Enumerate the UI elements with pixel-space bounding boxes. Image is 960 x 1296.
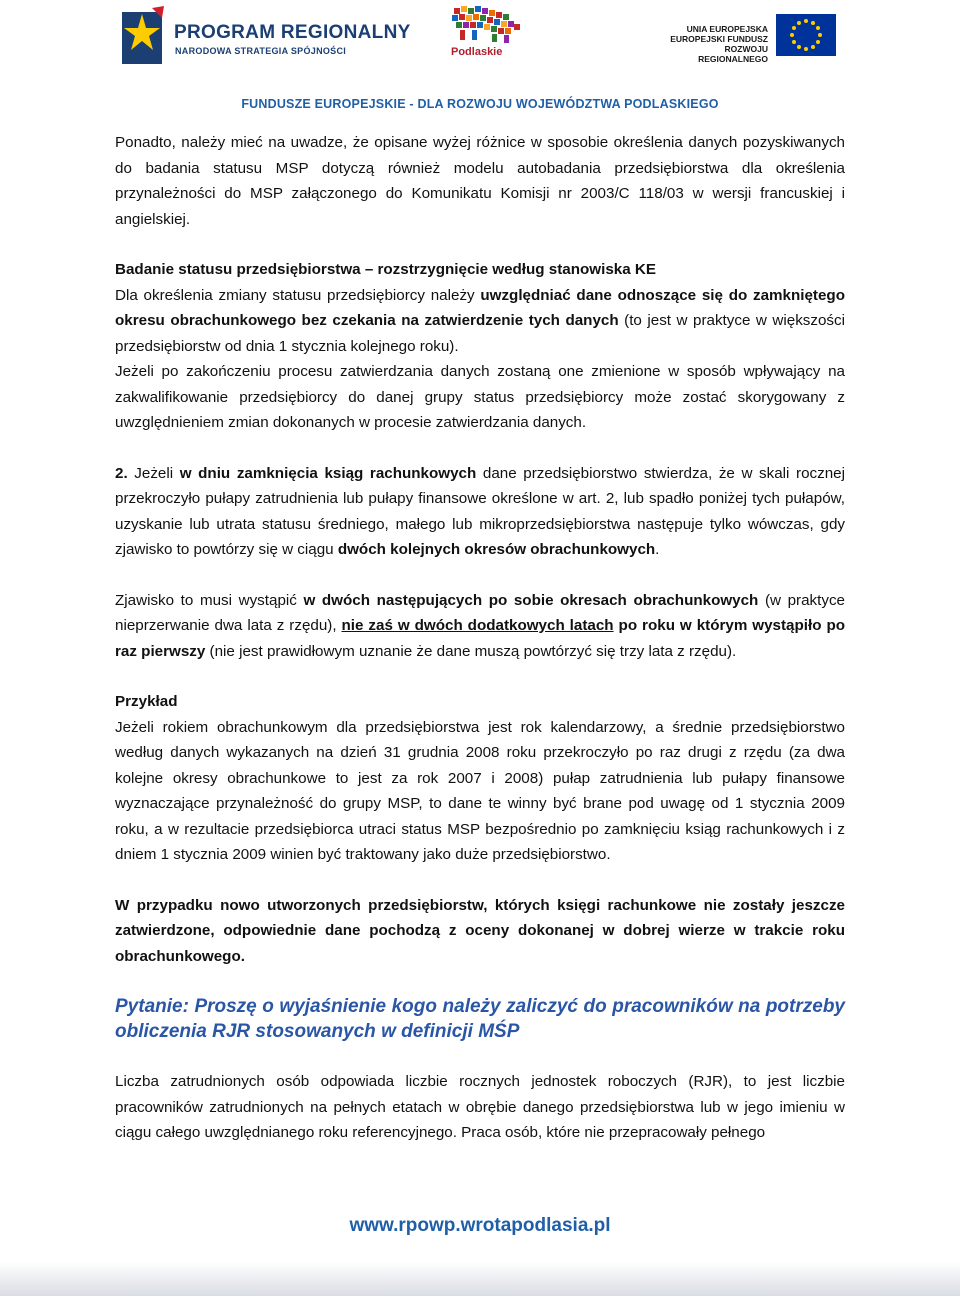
program-regionalny-logo	[118, 6, 411, 72]
text-segment: (to jest w praktyce w większości przedsiębiorstw od dnia 1 stycznia kolejnego roku).	[115, 312, 845, 355]
region-label: Podlaskie	[451, 46, 503, 58]
text-bold: W przypadku nowo utworzonych przedsiębiorstw, których księgi rachunkowe nie zostały jeszcze zatwierdzone, odpowiednie dane pochodzą z oceny dokonanej w dobrej wierze w trakcie roku obrachunkowego.	[115, 896, 845, 965]
podlaskie-logo	[448, 4, 524, 66]
spacer	[115, 664, 845, 689]
eu-logo	[660, 10, 840, 66]
paragraph-new-firms	[115, 893, 845, 970]
text-bold: uwzględniać dane odnoszące się do zamkniętego okresu obrachunkowego bez czekania na zatwierdzenie tych danych	[115, 286, 845, 329]
text-segment: .	[655, 541, 660, 558]
eu-text	[660, 24, 768, 64]
text-bold: po roku w którym wystąpiło po raz pierwszy	[115, 617, 845, 660]
program-subtitle: NARODOWA STRATEGIA SPÓJNOŚCI	[175, 46, 347, 56]
paragraph-intro: Ponadto, należy mieć na uwadze, że opisane wyżej różnice w sposobie określenia danych pozyskiwanych do badania statusu MSP dotyczą również modelu autobadania przedsiębiorstwa dla określenia przynależności do MSP załączonego do Komunikatu Komisji nr 2003/C 118/03 w wersji francuskiej i angielskiej.	[115, 134, 845, 228]
example-heading	[115, 689, 845, 715]
paragraph-correction: Jeżeli po zakończeniu procesu zatwierdzania danych zostaną one zmienione w sposób wpływający na zakwalifikowanie przedsiębiorcy do danej grupy status przedsiębiorcy może zostać skorygowany z uwzględnieniem zmian dokonanych w procesie zatwierdzania danych.	[115, 363, 845, 431]
paragraph-phenomenon	[115, 588, 845, 665]
spacer	[115, 232, 845, 257]
text-bold: w dwóch następujących po sobie okresach obrachunkowych	[303, 591, 759, 609]
spacer	[115, 1044, 845, 1069]
page-header	[0, 0, 960, 120]
example-heading-text: Przykład	[115, 693, 178, 710]
eu-line-1: UNIA EUROPEJSKA	[686, 24, 768, 34]
eu-line-2: EUROPEJSKI FUNDUSZ	[670, 34, 768, 44]
text-segment: dane przedsiębiorstwo stwierdza, że w skali rocznej przekroczyło pułapy zatrudnienia lub pułapy finansowe określone w art. 2, lub spadło poniżej tych pułapów, uzyskanie lub utrata statusu średniego, małego lub mikroprzedsiębiorstwa następuje tylko wówczas, gdy zjawisko to powtórzy się w ciągu	[115, 464, 845, 558]
text-segment: Jeżeli	[127, 464, 180, 482]
paragraph-answer: Liczba zatrudnionych osób odpowiada liczbie rocznych jednostek roboczych (RJR), to jest liczbie pracowników zatrudnionych na pełnych etatach w obrębie danego przedsiębiorstwa lub w jego imieniu w ciągu całego uwzględnianego roku referencyjnego. Praca osób, które nie przepracowały pełnego	[115, 1073, 845, 1141]
text-segment: (w praktyce nieprzerwanie dwa lata z rzędu),	[115, 591, 845, 634]
program-title: PROGRAM REGIONALNY	[174, 22, 411, 43]
text-bold-underlined	[342, 617, 614, 634]
paragraph-point-2	[115, 461, 845, 563]
document-body	[115, 130, 845, 1146]
bison-mosaic-icon	[448, 4, 524, 46]
funds-banner: FUNDUSZE EUROPEJSKIE - DLA ROZWOJU WOJEWÓDZTWA PODLASKIEGO	[241, 97, 719, 111]
point-number: 2.	[115, 464, 128, 482]
question-heading: Pytanie: Proszę o wyjaśnienie kogo należy zaliczyć do pracowników na potrzeby obliczenia RJR stosowanych w definicji MŚP	[115, 996, 845, 1042]
text-segment: (nie jest prawidłowym uznanie że dane muszą powtórzyć się trzy lata z rzędu).	[205, 642, 737, 660]
text-segment: Zjawisko to musi wystąpić	[115, 591, 304, 609]
text-segment: Dla określenia zmiany statusu przedsiębiorcy należy	[115, 286, 481, 304]
text-bold: w dniu zamknięcia ksiąg rachunkowych	[179, 464, 477, 482]
eu-flag-icon	[776, 14, 836, 56]
underlined-text: nie zaś w dwóch dodatkowych latach	[341, 617, 614, 634]
paragraph-example: Jeżeli rokiem obrachunkowym dla przedsiębiorstwa jest rok kalendarzowy, a średnie przedsiębiorstwo według danych wykazanych na dzień 31 grudnia 2008 roku przekroczyło po raz drugi z rzędu (za dwa kolejne okresy obrachunkowe to jest za rok 2007 i 2008) pułap zatrudnienia lub pułapy finansowe wyznaczające przynależność do grupy MSP, to dane te winny być brane pod uwagę od 1 stycznia 2009 roku, a w rezultacie przedsiębiorca utraci status MSP bezpośrednio po zamknięciu ksiąg rachunkowych i z dniem 1 stycznia 2009 winien być traktowany jako duże przedsiębiorstwo.	[115, 718, 845, 863]
paragraph-status-rule	[115, 283, 845, 360]
footer-url: www.rpowp.wrotapodlasia.pl	[349, 1215, 611, 1236]
section-heading-status	[115, 257, 845, 283]
spacer	[115, 969, 845, 994]
footer-gradient-band	[0, 1262, 960, 1296]
nss-star-icon	[118, 6, 170, 68]
spacer	[115, 868, 845, 893]
eu-line-3: ROZWOJU REGIONALNEGO	[698, 44, 768, 64]
spacer	[115, 563, 845, 588]
text-bold: dwóch kolejnych okresów obrachunkowych	[337, 541, 656, 558]
spacer	[115, 436, 845, 461]
section-heading-text: Badanie statusu przedsiębiorstwa – rozstrzygnięcie według stanowiska KE	[115, 261, 656, 278]
